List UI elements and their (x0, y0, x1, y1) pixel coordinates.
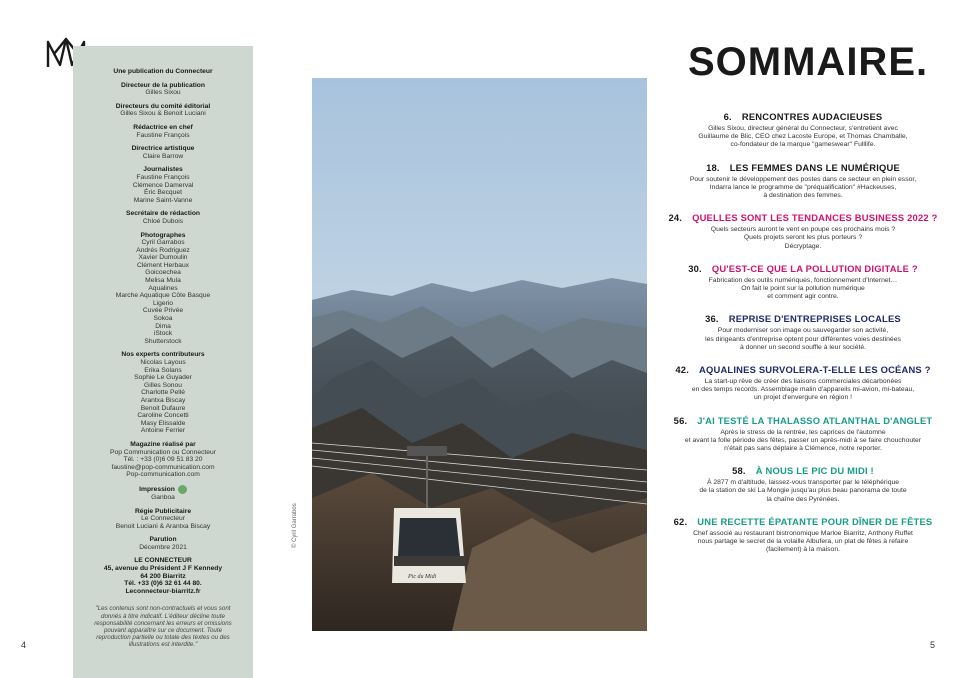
toc-heading (665, 162, 941, 173)
credits-line: Ligerio (152, 299, 174, 307)
toc-page-number: 18. (706, 161, 720, 173)
toc-title: À NOUS LE PIC DU MIDI ! (755, 465, 874, 477)
credits-line: Erika Solans (144, 366, 182, 374)
toc-description (665, 176, 941, 201)
credits-line: Xavier Dumoulin (138, 254, 188, 262)
toc-description-line: n'était pas sans déplaire à Clémence, notre reporter. (724, 445, 882, 453)
credits-line: Andrés Rodriguez (136, 246, 190, 254)
eco-label-icon (178, 485, 187, 494)
toc-page-number: 42. (675, 364, 690, 376)
toc-description-line: Décryptage. (784, 242, 822, 250)
toc-page-number: 6. (723, 111, 732, 122)
toc-description-line: À 2877 m d'altitude, laissez-vous transporter par le téléphérique (706, 479, 900, 487)
credits-line: Chloé Dubois (142, 217, 184, 225)
credits-section (73, 82, 253, 97)
toc-description-line: Pour moderniser son image ou sauvegarder son activité, (717, 327, 889, 335)
credits-heading: Magazine réalisé par (130, 440, 196, 448)
credits-line: Clément Herbaux (136, 261, 190, 269)
toc-item[interactable] (665, 465, 941, 504)
credits-line: Arantxa Biscay (140, 396, 186, 404)
credits-line: Éric Becquet (144, 189, 182, 197)
credits-line: Pop Communication ou Connecteur (110, 448, 216, 456)
toc-item[interactable] (665, 111, 941, 150)
credits-heading: Nos experts contributeurs (121, 351, 205, 359)
credits-line: Clémence Damerval (132, 181, 194, 189)
credits-line: Benoit Luciani & Arantxa Biscay (115, 522, 211, 530)
toc-heading (665, 415, 941, 426)
toc-description-line: Chef associé au restaurant bistronomique Marloe Biarritz, Anthony Ruffet (693, 529, 913, 537)
toc-description (665, 277, 941, 302)
credits-heading: Rédactrice en chef (133, 123, 193, 131)
toc-title: AQUALINES SURVOLERA-T-ELLE LES OCÉANS ? (699, 364, 931, 376)
toc-heading (665, 516, 941, 527)
toc-description-line: Fabrication des outils numériques, fonctionnement d'Internet… (708, 276, 898, 284)
credits-line: Décembre 2021 (139, 543, 187, 551)
credits-line: Charlotte Pellé (141, 389, 185, 397)
credits-heading: Impression (139, 485, 175, 493)
toc-description-line: en des temps records. Assemblage malin d'appareils mi-avion, mi-bateau, (691, 386, 915, 394)
toc-heading (665, 212, 941, 223)
toc-heading (665, 263, 941, 274)
credits-line: Benoit Dufaure (140, 404, 186, 412)
credits-heading: Régie Publicitaire (134, 507, 192, 515)
credits-section (73, 441, 253, 479)
credits-line: Dima (155, 322, 171, 330)
credits-section (73, 210, 253, 225)
credits-line: Caroline Concetti (137, 412, 189, 420)
toc-description-line: (facilement) à la maison. (765, 546, 841, 554)
toc-description-line: Pour soutenir le développement des postes dans ce secteur en plein essor, (689, 175, 917, 183)
credits-heading: Directeur de la publication (121, 81, 205, 89)
toc-item[interactable] (665, 364, 941, 403)
toc-description (665, 226, 941, 251)
credits-line: Pop-communication.com (126, 471, 200, 479)
credits-heading: Directrice artistique (131, 145, 195, 153)
toc-item[interactable] (665, 415, 941, 454)
credits-line: Melisa Mula (145, 277, 181, 285)
cabin-label: Pic du Midi (408, 574, 437, 580)
toc-heading (665, 465, 941, 476)
credits-heading: Directeurs du comité éditorial (115, 102, 211, 110)
credits-line: Cyril Garrabos (141, 239, 185, 247)
toc-page-number: 56. (673, 414, 688, 426)
toc-description (665, 429, 941, 454)
credits-line: Tél. : +33 (0)6 09 51 83 20 (123, 456, 203, 464)
credits-line: Leconnecteur-biarritz.fr (125, 587, 201, 595)
credits-section (73, 124, 253, 139)
credits-section (73, 145, 253, 160)
credits-line: Cuvée Privée (142, 307, 184, 315)
page-number-left: 4 (21, 640, 27, 650)
credits-section (73, 351, 253, 435)
credits-section (73, 232, 253, 346)
toc-description-line: Guillaume de Blic, CEO chez Lacoste Europe, et Thomas Chamballe, (698, 133, 908, 141)
toc-description-line: La start-up rêve de créer des liaisons commerciales décarbonées (704, 378, 902, 386)
toc-page-number: 30. (688, 262, 702, 274)
credits-heading: Une publication du Connecteur (113, 68, 213, 75)
toc-page-number: 36. (705, 313, 719, 325)
credits-line: iStock (153, 330, 173, 338)
toc-description-line: et comment agir contre. (767, 293, 839, 301)
credits-heading: LE CONNECTEUR (134, 557, 192, 565)
toc-title: QUELLES SONT LES TENDANCES BUSINESS 2022 ? (692, 212, 938, 224)
credits-line: Gilles Sixou & Benoit Luciani (120, 110, 206, 118)
toc-item[interactable] (665, 212, 941, 251)
toc-description-line: à destination des femmes. (763, 192, 843, 200)
toc-description-line: et avant la folle période des fêtes, passer un après-midi à se faire chouchouter (684, 436, 922, 444)
credits-sidebar (73, 46, 253, 678)
toc-description-line: de la station de ski La Mongie jusqu'au plus beau panorama de toute (699, 487, 907, 495)
credits-heading: Parution (149, 536, 177, 544)
toc-page-number: 24. (668, 212, 683, 224)
credits-line: Sophie Le Guyader (134, 374, 192, 382)
toc-title: QU'EST-CE QUE LA POLLUTION DIGITALE ? (711, 262, 918, 274)
toc-description-line: les dirigeants d'entreprise optent pour différentes voies destinées (705, 335, 901, 343)
toc-title: RENCONTRES AUDACIEUSES (741, 111, 883, 122)
credits-section (73, 103, 253, 118)
credits-line: Gilles Sonou (144, 381, 182, 389)
credits-section (73, 166, 253, 204)
toc-heading (665, 364, 941, 375)
toc-description-line: à donner un second souffle à leur société. (739, 343, 867, 351)
toc-description-line: la chaîne des Pyrénées. (766, 495, 840, 503)
pic-du-midi-cable-car-photo (312, 78, 647, 631)
toc-description-line: un projet d'envergure en région ! (753, 394, 853, 402)
toc-description (665, 327, 941, 352)
toc-page-number: 58. (732, 465, 746, 477)
toc-item[interactable] (665, 516, 941, 555)
credits-line: Tél. +33 (0)6 32 61 44 80. (124, 580, 202, 588)
toc-title: LES FEMMES DANS LE NUMÉRIQUE (729, 161, 900, 173)
toc-description-line: Gilles Sixou, directeur général du Connecteur, s'entretient avec (708, 125, 898, 132)
credits-section (73, 557, 253, 595)
page-number-right: 5 (930, 640, 936, 650)
page-title: SOMMAIRE. (688, 40, 929, 84)
credits-line: Sokoa (153, 315, 173, 323)
credits-section (73, 68, 253, 76)
toc-description (665, 125, 941, 150)
photo-credit: © Cyril Garrabos (292, 503, 298, 548)
credits-line: 45, avenue du Président J F Kennedy (103, 565, 223, 573)
toc-description (665, 479, 941, 504)
toc-description-line: co-fondateur de la marque "gameswear" Fulllife. (730, 141, 876, 149)
toc-heading (665, 111, 941, 122)
credits-line: Gilles Sixou (145, 89, 181, 97)
credits-line: Claire Barrow (142, 152, 184, 160)
toc-page-number: 62. (673, 515, 688, 527)
credits-line: Antoine Ferrier (140, 427, 186, 435)
toc-item[interactable] (665, 263, 941, 302)
credits-line: faustine@pop-communication.com (111, 463, 215, 471)
table-of-contents (665, 111, 941, 566)
toc-description (665, 378, 941, 403)
toc-title: UNE RECETTE ÉPATANTE POUR DÎNER DE FÊTES (697, 515, 933, 527)
credits-line: Masy Elissalde (140, 419, 186, 427)
toc-description-line: Indarra lance le programme de "préqualification" #Hackeuses, (709, 183, 897, 191)
credits-section (73, 536, 253, 551)
toc-description-line: Après le stress de la rentrée, les caprices de l'automne (720, 428, 886, 436)
credits-line: Marine Saint-Vanne (133, 196, 193, 204)
credits-line: Marche Aquatique Côte Basque (115, 292, 211, 300)
credits-heading: Journalistes (143, 166, 183, 174)
credits-section (73, 508, 253, 531)
credits-heading: Secrétaire de rédaction (126, 210, 200, 218)
toc-description-line: Quels projets seront les plus porteurs ? (743, 234, 863, 242)
credits-line: Ganboa (151, 493, 175, 501)
credits-line: Faustine François (136, 173, 190, 181)
credits-line: Aqualines (148, 284, 178, 292)
toc-title: J'AI TESTÉ LA THALASSO ATLANTHAL D'ANGLET (697, 414, 933, 426)
toc-title: REPRISE D'ENTREPRISES LOCALES (728, 313, 901, 325)
credits-heading: Photographes (140, 231, 186, 239)
toc-description (665, 530, 941, 555)
toc-item[interactable] (665, 313, 941, 352)
credits-line: Nicolas Layous (140, 359, 186, 366)
toc-description-line: Quels secteurs auront le vent en poupe ces prochains mois ? (710, 226, 896, 234)
credits-line: Faustine François (136, 131, 190, 139)
toc-description-line: nous partage le secret de la volaille Albufera, un plat de fêtes à refaire (697, 538, 909, 546)
credits-line: Le Connecteur (141, 515, 185, 523)
legal-disclaimer: "Les contenus sont non-contractuels et vous sont donnés à titre indicatif. L'éditeur décline toute responsabilité concernant les erreurs et omissions pouvant apparaître sur ce document. Toute reproduction partielle ou totale des textes ou des illustrations est interdite." (94, 605, 232, 648)
credits-line: Shutterstock (144, 337, 182, 345)
toc-description-line: On fait le point sur la pollution numérique (741, 285, 865, 293)
toc-heading (665, 313, 941, 324)
credits-line: 64 200 Biarritz (140, 572, 186, 580)
toc-item[interactable] (665, 162, 941, 201)
credits-line: Goicoechea (145, 269, 181, 277)
credits-section-impression (73, 485, 253, 502)
